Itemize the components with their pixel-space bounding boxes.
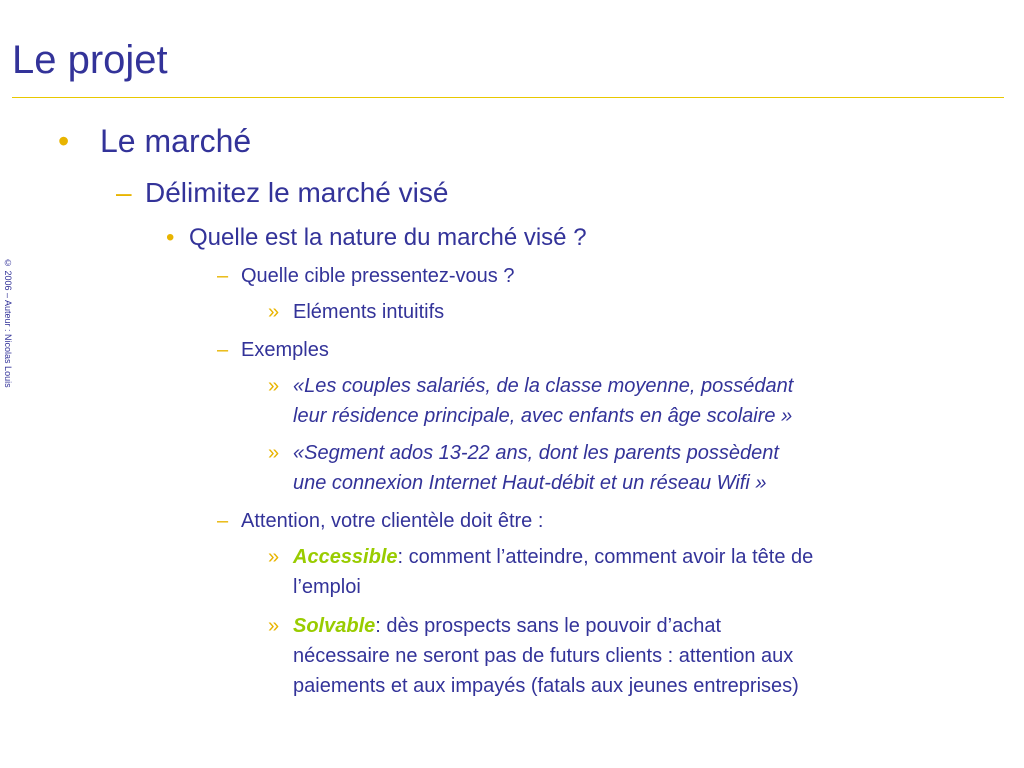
question-nature-marche: Quelle est la nature du marché visé ? bbox=[189, 224, 587, 251]
example-couples-line1: «Les couples salariés, de la classe moyenne, possédant bbox=[293, 375, 794, 397]
title-divider bbox=[12, 97, 1004, 98]
bullet-chevron-icon: » bbox=[268, 615, 280, 637]
example-ados-line1: «Segment ados 13-22 ans, dont les parents possèdent bbox=[293, 442, 779, 464]
example-ados-line2: une connexion Internet Haut-débit et un réseau Wifi » bbox=[293, 472, 767, 494]
criterion-solvable-line2: nécessaire ne seront pas de futurs clients : attention aux bbox=[293, 645, 794, 667]
example-couples-line2: leur résidence principale, avec enfants en âge scolaire » bbox=[293, 405, 793, 427]
bullet-dash-icon: – bbox=[116, 177, 132, 208]
question-cible: Quelle cible pressentez-vous ? bbox=[241, 265, 515, 287]
criterion-solvable-line1 bbox=[293, 611, 721, 641]
subheading-delimitez: Délimitez le marché visé bbox=[145, 177, 449, 208]
bullet-chevron-icon: » bbox=[268, 442, 280, 464]
heading-exemples: Exemples bbox=[241, 339, 329, 361]
bullet-chevron-icon: » bbox=[268, 375, 280, 397]
heading-attention: Attention, votre clientèle doit être : bbox=[241, 510, 544, 532]
bullet-chevron-icon: » bbox=[268, 301, 280, 323]
slide-title: Le projet bbox=[12, 38, 168, 82]
keyword-solvable: Solvable bbox=[293, 615, 376, 637]
keyword-accessible: Accessible bbox=[293, 546, 398, 568]
bullet-chevron-icon: » bbox=[268, 546, 280, 568]
bullet-dash-icon: – bbox=[217, 265, 229, 287]
criterion-accessible-line2: l’emploi bbox=[293, 576, 361, 598]
bullet-dot-icon: • bbox=[58, 123, 70, 159]
bullet-dash-icon: – bbox=[217, 339, 229, 361]
item-elements-intuitifs: Eléments intuitifs bbox=[293, 301, 445, 323]
bullet-dash-icon: – bbox=[217, 510, 229, 532]
accessible-text: : comment l’atteindre, comment avoir la tête de bbox=[397, 546, 814, 568]
bullet-dot-icon: • bbox=[166, 224, 175, 251]
solvable-text: : dès prospects sans le pouvoir d’achat bbox=[375, 615, 722, 637]
criterion-solvable-line3: paiements et aux impayés (fatals aux jeunes entreprises) bbox=[293, 675, 799, 697]
heading-le-marche: Le marché bbox=[100, 123, 252, 159]
copyright-credit: © 2006 – Auteur : Nicolas Louis bbox=[3, 258, 13, 388]
criterion-accessible-line1 bbox=[293, 542, 813, 572]
